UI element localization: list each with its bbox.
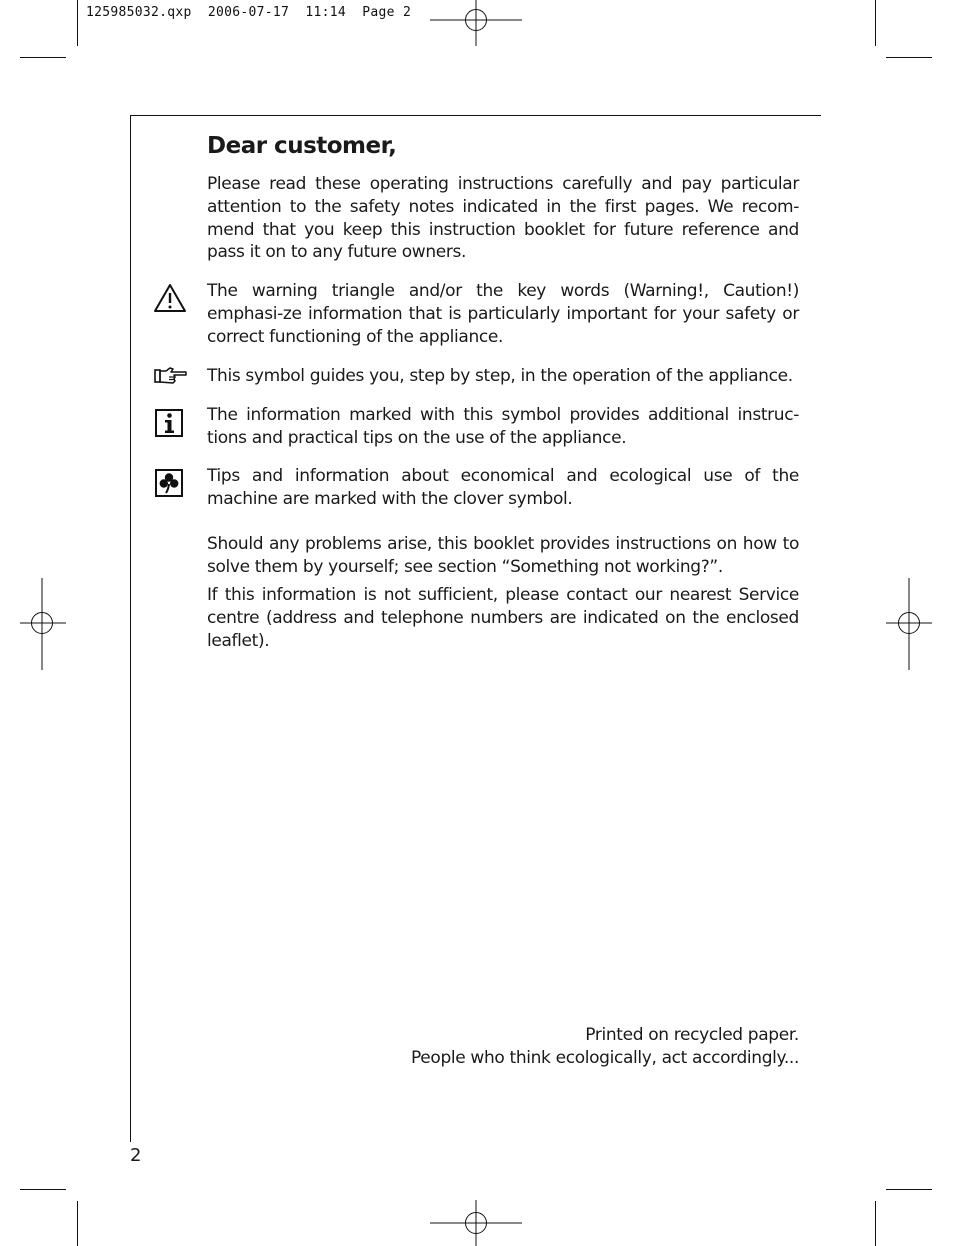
page-top-rule xyxy=(131,115,821,116)
clover-symbol-text: Tips and information about economical and ecological use of the machine are marked with the clover symbol. xyxy=(207,466,799,509)
warning-symbol-text: The warning triangle and/or the key words (Warning!, Caution!) emphasi-ze information that is particularly important for your safety or correct functioning of the appliance. xyxy=(207,281,799,347)
registration-mark-left xyxy=(20,578,66,670)
page-number: 2 xyxy=(130,1145,142,1166)
warning-triangle-icon xyxy=(153,283,187,313)
information-icon xyxy=(155,409,183,437)
print-slug: 125985032.qxp 2006-07-17 11:14 Page 2 xyxy=(86,5,412,20)
guide-symbol-text: This symbol guides you, step by step, in the operation of the appliance. xyxy=(207,366,793,386)
pointing-hand-icon xyxy=(154,366,188,386)
problems-paragraph: Should any problems arise, this booklet provides instructions on how to solve them by yourself; see section “Something not working?”. xyxy=(207,534,799,577)
recycled-note-line2: People who think ecologically, act accordingly... xyxy=(410,1048,799,1068)
registration-mark-top xyxy=(430,0,522,46)
page-title: Dear customer, xyxy=(207,133,397,159)
registration-mark-bottom xyxy=(430,1200,522,1246)
registration-mark-right xyxy=(886,578,932,670)
page-left-rule xyxy=(130,115,131,1142)
recycled-paper-note xyxy=(411,1024,799,1070)
recycled-note-line1: Printed on recycled paper. xyxy=(585,1025,799,1045)
information-symbol-text: The information marked with this symbol provides additional instruc-tions and practical tips on the use of the appliance. xyxy=(207,405,799,448)
intro-paragraph: Please read these operating instructions carefully and pay particular attention to the safety notes indicated in the first pages. We recom-mend that you keep this instruction booklet for future reference and pass it on to any future owners. xyxy=(207,174,799,263)
clover-icon xyxy=(155,469,183,497)
service-paragraph: If this information is not sufficient, please contact our nearest Service centre (address and telephone numbers are indicated on the enclosed leaflet). xyxy=(207,585,799,651)
